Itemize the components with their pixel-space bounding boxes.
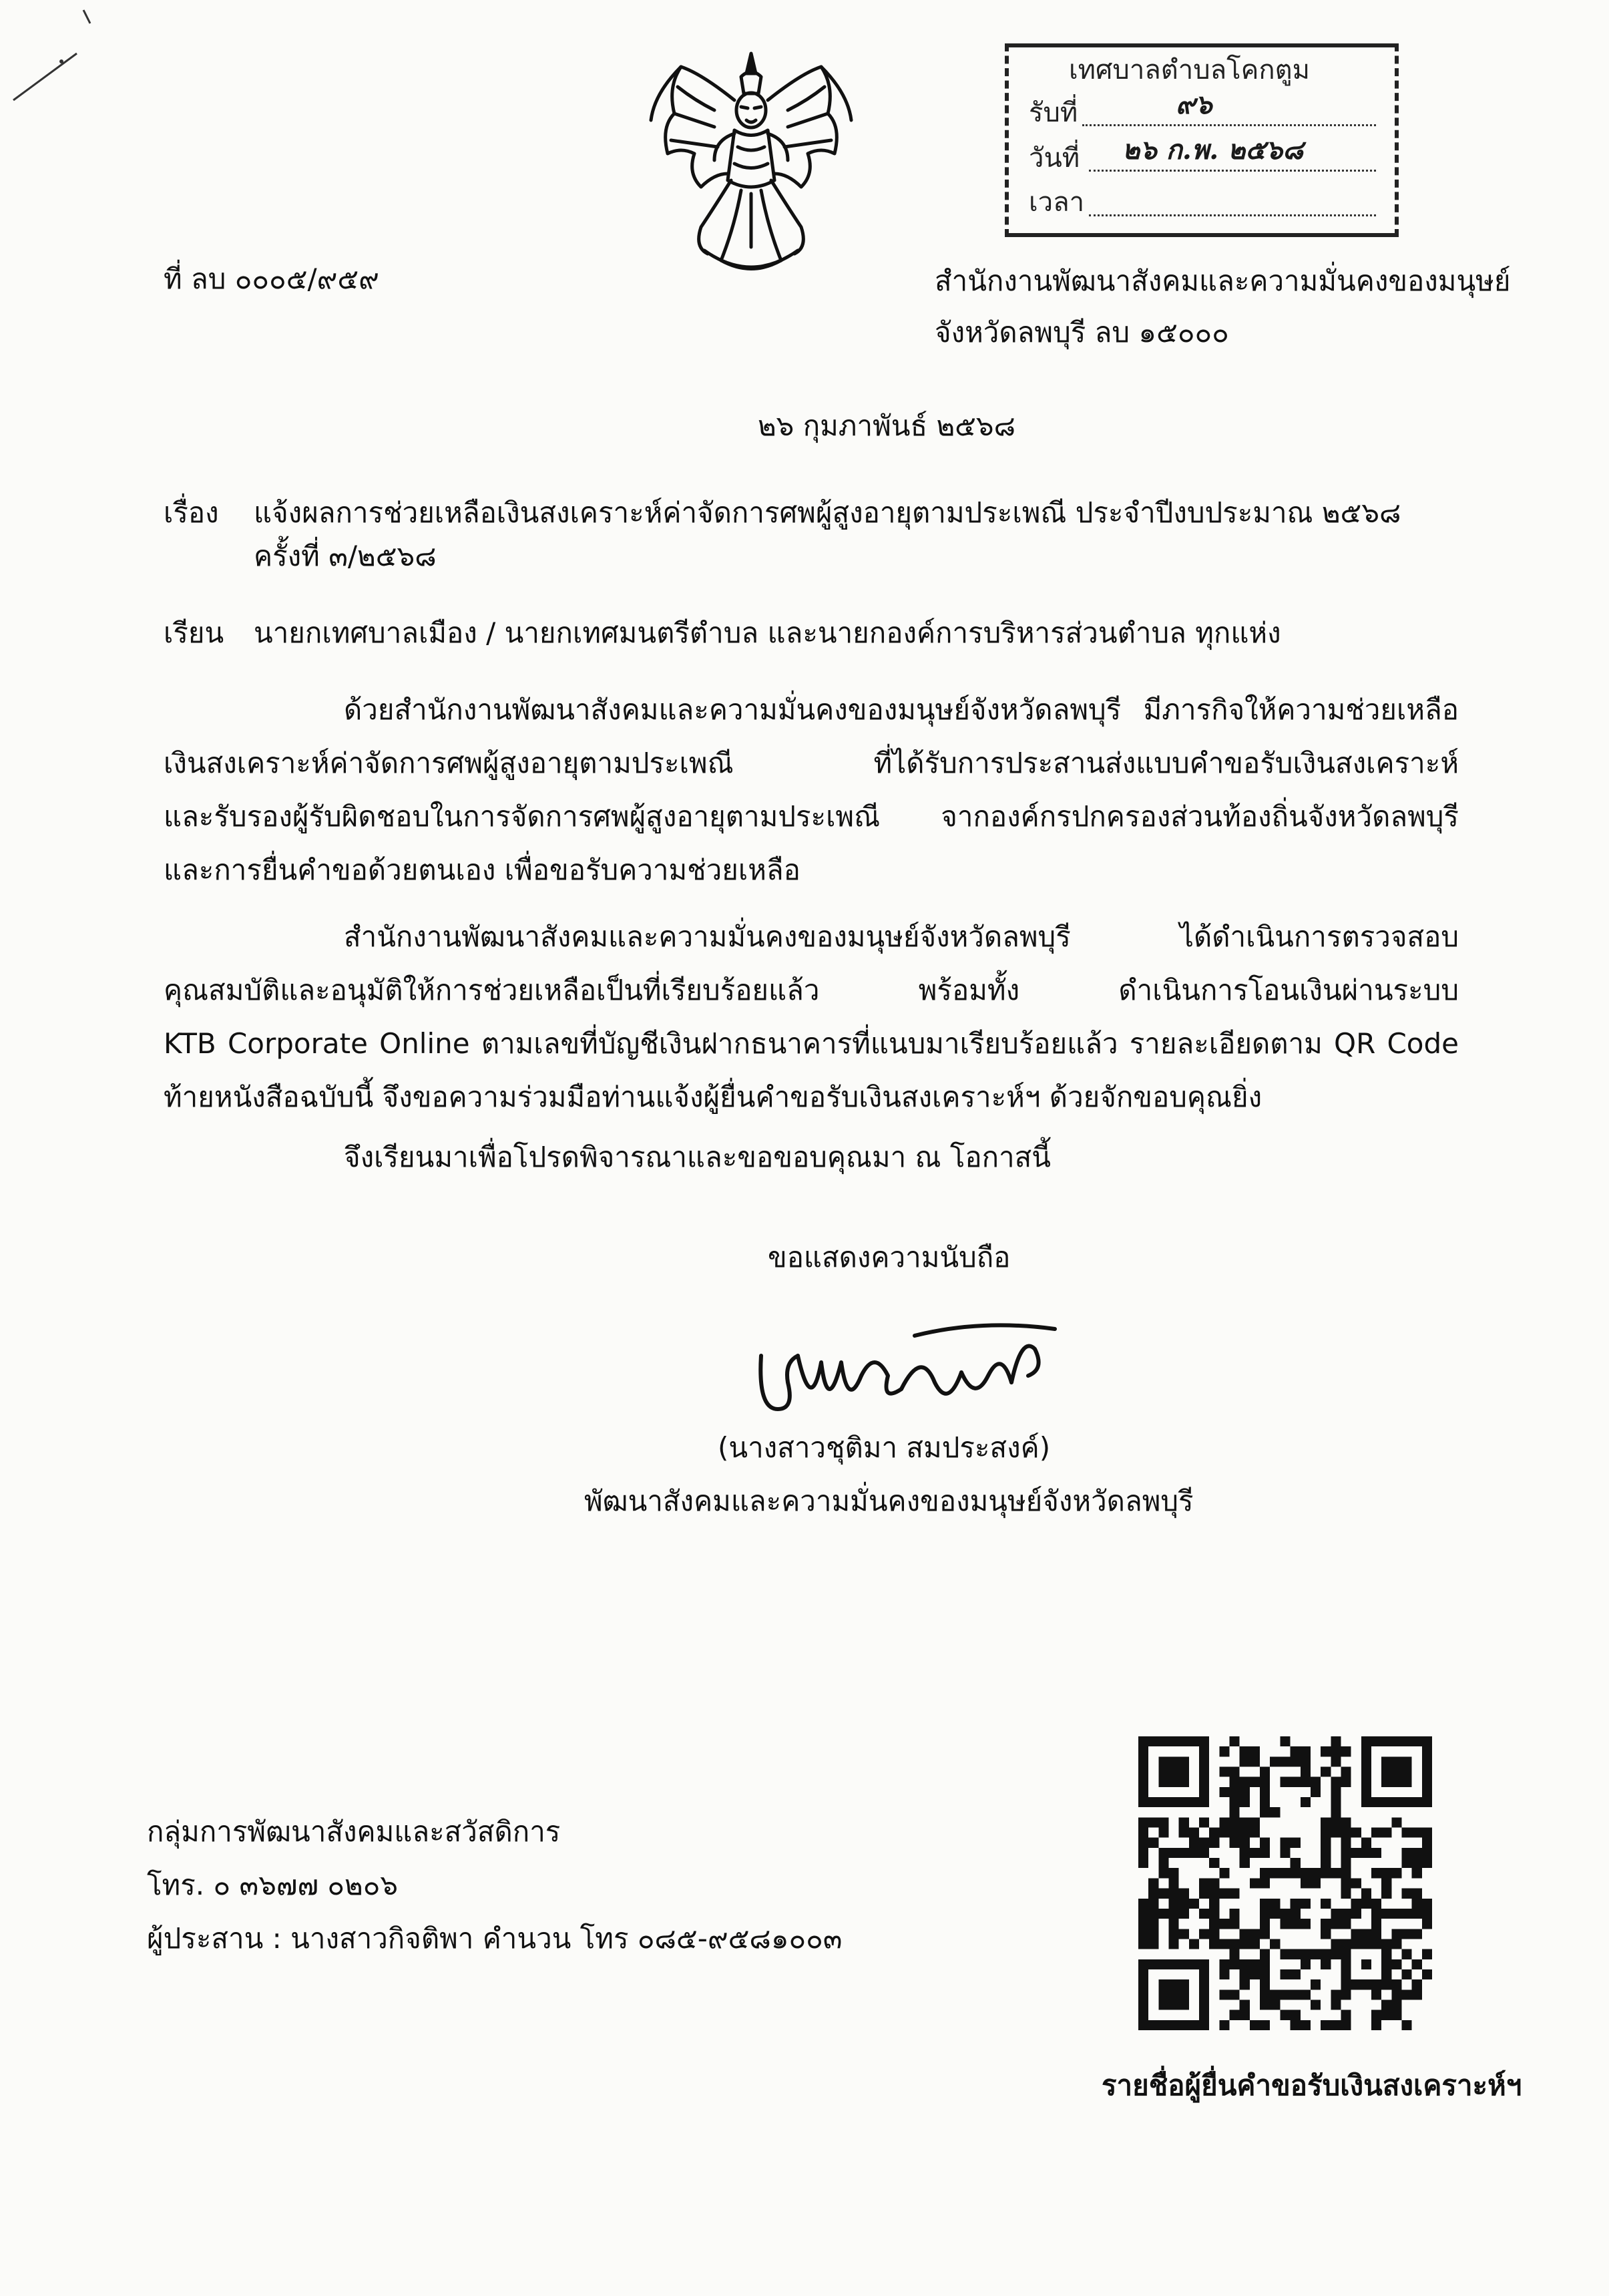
stamp-received-label: รับที่ <box>1029 98 1078 128</box>
paragraph-2-line-1: สำนักงานพัฒนาสังคมและความมั่นคงของมนุษย์จังหวัดลพบุรี ได้ดำเนินการตรวจสอบ <box>344 920 1459 953</box>
signer-position: พัฒนาสังคมและความมั่นคงของมนุษย์จังหวัดลพบุรี <box>584 1485 1194 1517</box>
paragraph-1-line-1: ด้วยสำนักงานพัฒนาสังคมและความมั่นคงของมนุษย์จังหวัดลพบุรี มีภารกิจให้ความช่วยเหลือ <box>344 693 1459 726</box>
garuda-emblem-icon <box>641 47 861 287</box>
stamp-received-number: ๙๖ <box>1176 89 1212 120</box>
stamp-org: เทศบาลตำบลโคกตูม <box>1069 55 1310 85</box>
closing-text: ขอแสดงความนับถือ <box>768 1241 1011 1274</box>
qr-caption: รายชื่อผู้ยื่นคำขอรับเงินสงเคราะห์ฯ <box>1102 2069 1522 2102</box>
subject-line-2: ครั้งที่ ๓/๒๕๖๘ <box>254 540 437 572</box>
office-name: สำนักงานพัฒนาสังคมและความมั่นคงของมนุษย์ <box>935 264 1511 297</box>
qr-code <box>1138 1736 1432 2030</box>
subject-label: เรื่อง <box>164 496 219 529</box>
footer-phone: โทร. ๐ ๓๖๗๗ ๐๒๐๖ <box>147 1869 398 1901</box>
footer-coordinator: ผู้ประสาน : นางสาวกิจติพา คำนวน โทร ๐๘๕-๙๕๘๑๐๐๓ <box>147 1922 843 1955</box>
paragraph-3: จึงเรียนมาเพื่อโปรดพิจารณาและขอขอบคุณมา ณ โอกาสนี้ <box>344 1141 1051 1173</box>
subject-line-1: แจ้งผลการช่วยเหลือเงินสงเคราะห์ค่าจัดการศพผู้สูงอายุตามประเพณี ประจำปีงบประมาณ ๒๕๖๘ <box>254 496 1401 529</box>
footer-department: กลุ่มการพัฒนาสังคมและสวัสดิการ <box>147 1815 561 1848</box>
stamp-date-label: วันที่ <box>1029 143 1080 174</box>
handwritten-signature <box>748 1309 1068 1429</box>
recipient-label: เรียน <box>164 616 224 649</box>
signer-name: (นางสาวชุติมา สมประสงค์) <box>718 1431 1051 1464</box>
stamp-time-label: เวลา <box>1029 187 1085 218</box>
office-province: จังหวัดลพบุรี ลบ ๑๕๐๐๐ <box>935 316 1229 349</box>
paragraph-1-line-4: และการยื่นคำขอด้วยตนเอง เพื่อขอรับความช่วยเหลือ <box>164 853 800 886</box>
stamp-date-value: ๒๖ ก.พ. ๒๕๖๘ <box>1122 134 1303 166</box>
recipient-text: นายกเทศบาลเมือง / นายกเทศมนตรีตำบล และนายกองค์การบริหารส่วนตำบล ทุกแห่ง <box>254 616 1281 649</box>
receipt-stamp <box>1005 43 1399 237</box>
paragraph-1-line-2: เงินสงเคราะห์ค่าจัดการศพผู้สูงอายุตามประเพณี ที่ได้รับการประสานส่งแบบคำขอรับเงินสงเคราะห์ <box>164 747 1459 779</box>
paragraph-2-line-3: KTB Corporate Online ตามเลขที่บัญชีเงินฝากธนาคารที่แนบมาเรียบร้อยแล้ว รายละเอียดตาม QR Code <box>164 1027 1459 1060</box>
scan-artifact-marks <box>0 0 93 107</box>
paragraph-2-line-2: คุณสมบัติและอนุมัติให้การช่วยเหลือเป็นที่เรียบร้อยแล้ว พร้อมทั้ง ดำเนินการโอนเงินผ่านระบบ <box>164 974 1459 1006</box>
letter-date: ๒๖ กุมภาพันธ์ ๒๕๖๘ <box>758 409 1015 442</box>
paragraph-2-line-4: ท้ายหนังสือฉบับนี้ จึงขอความร่วมมือท่านแจ้งผู้ยื่นคำขอรับเงินสงเคราะห์ฯ ด้วยจักขอบคุณยิ่ง <box>164 1081 1262 1113</box>
paragraph-1-line-3: และรับรองผู้รับผิดชอบในการจัดการศพผู้สูงอายุตามประเพณี จากองค์กรปกครองส่วนท้องถิ่นจังหวัดลพบุรี <box>164 800 1459 833</box>
reference-number: ที่ ลบ ๐๐๐๕/๙๕๙ <box>164 262 379 295</box>
